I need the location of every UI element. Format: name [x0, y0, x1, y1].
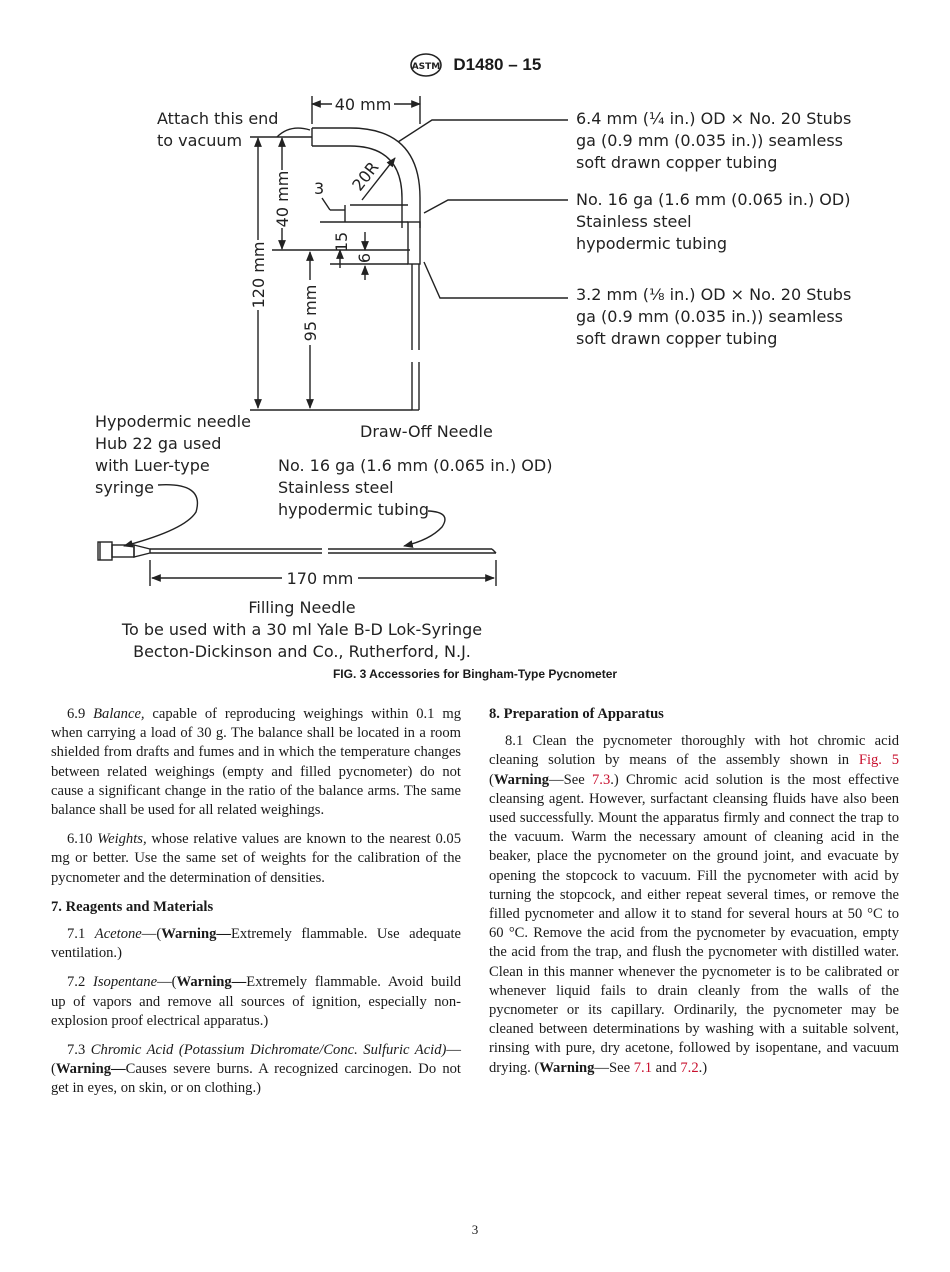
para-term: Isopentane [93, 974, 158, 991]
steel-label-3: hypodermic tubing [576, 234, 728, 253]
para-text: .) [698, 1059, 708, 1076]
para-number: 6.9 [67, 706, 86, 722]
dim-40mm-side: 40 mm [273, 170, 292, 228]
para-text: ( [489, 771, 494, 788]
para-text: Causes severe burns. A recognized carcinogen. Do not get in eyes, on skin, or on clothing.) [51, 1061, 461, 1097]
section-7-2-link[interactable]: 7.2 [680, 1059, 699, 1076]
dim-6: 6 [355, 252, 374, 264]
section-8-heading: 8. Preparation of Apparatus [489, 706, 664, 722]
dim-40mm-top: 40 mm [334, 95, 392, 114]
paragraph-8-1 [489, 732, 899, 1078]
fig-5-link[interactable]: Fig. 5 [858, 752, 900, 769]
steel-label-2: Stainless steel [576, 212, 692, 231]
copper-small-label-1: 3.2 mm (⅛ in.) OD × No. 20 Stubs [576, 285, 852, 304]
hub-label-3: with Luer-type [95, 456, 210, 475]
warning-label: Warning— [55, 1061, 126, 1078]
para-term: Balance, [93, 706, 145, 722]
para-text: and [652, 1059, 681, 1076]
para-number: 7.1 [67, 926, 86, 943]
paragraph-7-2 [51, 973, 461, 1031]
section-7-heading: 7. Reagents and Materials [51, 898, 214, 915]
para-term: Acetone [94, 926, 142, 943]
hub-label-4: syringe [95, 478, 154, 497]
para-sep: —( [141, 926, 162, 943]
para-text: capable of reproducing weighings within 0.1 mg when carrying a load of 30 g. The balance shall be located in a room shielded from drafts and fumes and in which the temperature changes between related weighings (empty and filled pycnometer) do not cause a significant change in the ratio of the balance arms. The same balance shall be used for all related weighings. [51, 706, 461, 819]
dim-15: 15 [332, 231, 351, 253]
para-number: 6.10 [67, 831, 93, 848]
para-sep: —( [157, 974, 177, 991]
para-term: Weights, [97, 831, 147, 848]
paragraph-7-3 [51, 1041, 461, 1099]
para-text: whose relative values are known to the nearest 0.05 mg or better. Use the same set of weights for the calibration of the pycnometer and the determination of densities. [51, 831, 462, 886]
right-column [489, 705, 899, 1088]
dim-20r: 20R [348, 157, 383, 195]
draw-off-label: Draw-Off Needle [360, 422, 493, 441]
section-7-3-link[interactable]: 7.3 [592, 771, 611, 788]
para-number: 7.3 [67, 1042, 86, 1059]
copper-large-label-3: soft drawn copper tubing [576, 153, 778, 172]
dim-170mm: 170 mm [286, 569, 354, 588]
filling-label-3: Becton-Dickinson and Co., Rutherford, N.J. [133, 642, 471, 661]
para-number: 7.2 [67, 974, 86, 991]
paragraph-6-10 [51, 830, 461, 888]
page-number: 3 [471, 1222, 479, 1237]
warning-label: Warning [539, 1059, 595, 1076]
section-7-1-link[interactable]: 7.1 [633, 1059, 652, 1076]
filling-label-2: To be used with a 30 ml Yale B-D Lok-Syringe [121, 620, 483, 639]
hub-label-1: Hypodermic needle [95, 412, 251, 431]
figure-caption: FIG. 3 Accessories for Bingham-Type Pycnometer [332, 667, 618, 681]
para-term: Chromic Acid (Potassium Dichromate/Conc. Sulfuric Acid) [90, 1042, 447, 1059]
dim-95mm: 95 mm [301, 284, 320, 342]
para-sep: —( [51, 1042, 461, 1078]
document-id: D1480 – 15 [453, 55, 542, 74]
astm-logo-text: ASTM [411, 62, 440, 72]
paragraph-6-9 [51, 705, 461, 820]
dim-120mm: 120 mm [249, 241, 268, 309]
para-text: —See [549, 771, 592, 788]
dim-3: 3 [314, 179, 325, 198]
para-number: 8.1 [505, 733, 524, 750]
filling-tubing-label-3: hypodermic tubing [278, 500, 430, 519]
filling-tubing-label-1: No. 16 ga (1.6 mm (0.065 in.) OD) [278, 456, 553, 475]
warning-label: Warning [493, 771, 550, 788]
steel-tube-sleeve [408, 222, 420, 264]
filling-tubing-label-2: Stainless steel [278, 478, 394, 497]
copper-large-label-2: ga (0.9 mm (0.035 in.)) seamless [576, 131, 843, 150]
hub-label-2: Hub 22 ga used [95, 434, 222, 453]
para-text: Extremely flammable. Avoid build up of vapors and remove all sources of ignition, especially non-explosion proof electrical apparatus.) [51, 974, 461, 1029]
attach-label-line-2: to vacuum [157, 131, 243, 150]
steel-label-1: No. 16 ga (1.6 mm (0.065 in.) OD) [576, 190, 851, 209]
copper-small-label-3: soft drawn copper tubing [576, 329, 778, 348]
warning-label: Warning— [176, 974, 247, 991]
paragraph-7-1 [51, 925, 461, 963]
copper-small-label-2: ga (0.9 mm (0.035 in.)) seamless [576, 307, 843, 326]
para-text: .) Chromic acid solution is the most effective cleansing agent. However, surfactant cleansing fluids have also been used successfully. Mount the apparatus firmly and connect the trap to the vacuum. Warm the necessary amount of cleaning acid in the beaker, place the pycnometer on the ground joint, and evacuate by opening the stopcock to vacuum. Fill the pycnometer with acid by turning the stopcock, and either repeat several times, or remove the filled pycnometer and allow it to stand for several hours at 50 °C to 60 °C. Remove the acid from the pycnometer by evacuation, empty the acid from the trap, and flush the pycnometer with distilled water. Clean in this manner whenever the pycnometer is to be calibrated or whenever liquid fails to drain cleanly from the walls of the pycnometer or its capillary. Ordinarily, the pycnometer may be cleaned between determinations by washing with a suitable solvent, rinsing with pure, dry acetone, followed by isopentane, and vacuum drying. ( [489, 771, 899, 1076]
left-column [51, 705, 461, 1109]
attach-label-line-1: Attach this end [157, 109, 279, 128]
para-text: Clean the pycnometer thoroughly with hot chromic acid cleaning solution by means of the assembly shown in [489, 733, 899, 769]
copper-large-label-1: 6.4 mm (¼ in.) OD × No. 20 Stubs [576, 109, 852, 128]
filling-label-1: Filling Needle [248, 598, 356, 617]
warning-label: Warning— [161, 926, 231, 943]
para-text: —See [594, 1059, 634, 1076]
para-text: Extremely flammable. Use adequate ventilation.) [51, 926, 461, 962]
